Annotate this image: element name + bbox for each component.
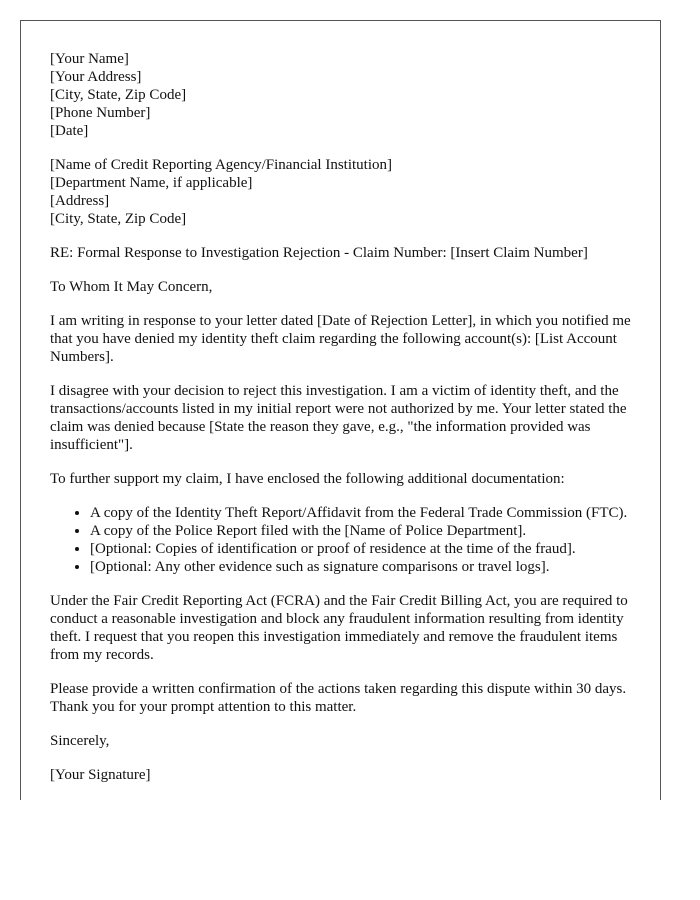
signature-placeholder: [Your Signature] [50, 767, 151, 783]
recipient-city-state-zip: [City, State, Zip Code] [50, 211, 187, 227]
paragraph-intro: I am writing in response to your letter dated [Date of Rejection Letter], in which you notified me that you have denied my identity theft claim regarding the following account(s): [List Account Numbers]. [50, 313, 631, 365]
paragraph-closing: Please provide a written confirmation of the actions taken regarding this dispute within 30 days. Thank you for your prompt attention to this matter. [50, 681, 627, 715]
letter-page [20, 20, 661, 800]
enclosure-list [50, 504, 632, 576]
paragraph-disagree: I disagree with your decision to reject this investigation. I am a victim of identity theft, and the transactions/accounts listed in my initial report were not authorized by me. Your letter stated the claim was denied because [State the reason they gave, e.g., "the information provided was insufficient"]. [50, 383, 627, 453]
recipient-address: [Address] [50, 193, 110, 209]
sender-name: [Your Name] [50, 51, 129, 67]
enclosure-item: • [Optional: Copies of identification or proof of residence at the time of the fraud]. [90, 540, 632, 558]
sender-city-state-zip: [City, State, Zip Code] [50, 87, 187, 103]
sender-phone: [Phone Number] [50, 105, 151, 121]
valediction: Sincerely, [50, 733, 110, 749]
subject-line: RE: Formal Response to Investigation Rejection - Claim Number: [Insert Claim Number] [50, 245, 588, 261]
sender-address: [Your Address] [50, 69, 142, 85]
salutation: To Whom It May Concern, [50, 279, 213, 295]
recipient-name: [Name of Credit Reporting Agency/Financial Institution] [50, 157, 393, 173]
paragraph-support: To further support my claim, I have enclosed the following additional documentation: [50, 471, 565, 487]
enclosure-item: • [Optional: Any other evidence such as signature comparisons or travel logs]. [90, 558, 632, 576]
enclosure-item: • A copy of the Identity Theft Report/Affidavit from the Federal Trade Commission (FTC). [90, 504, 632, 522]
paragraph-legal: Under the Fair Credit Reporting Act (FCRA) and the Fair Credit Billing Act, you are required to conduct a reasonable investigation and block any fraudulent information resulting from identity theft. I request that you reopen this investigation immediately and remove the fraudulent items from my records. [50, 593, 628, 663]
recipient-department: [Department Name, if applicable] [50, 175, 253, 191]
recipient-block [50, 156, 632, 228]
sender-block [50, 50, 632, 140]
letter-date: [Date] [50, 123, 89, 139]
enclosure-item: • A copy of the Police Report filed with the [Name of Police Department]. [90, 522, 632, 540]
